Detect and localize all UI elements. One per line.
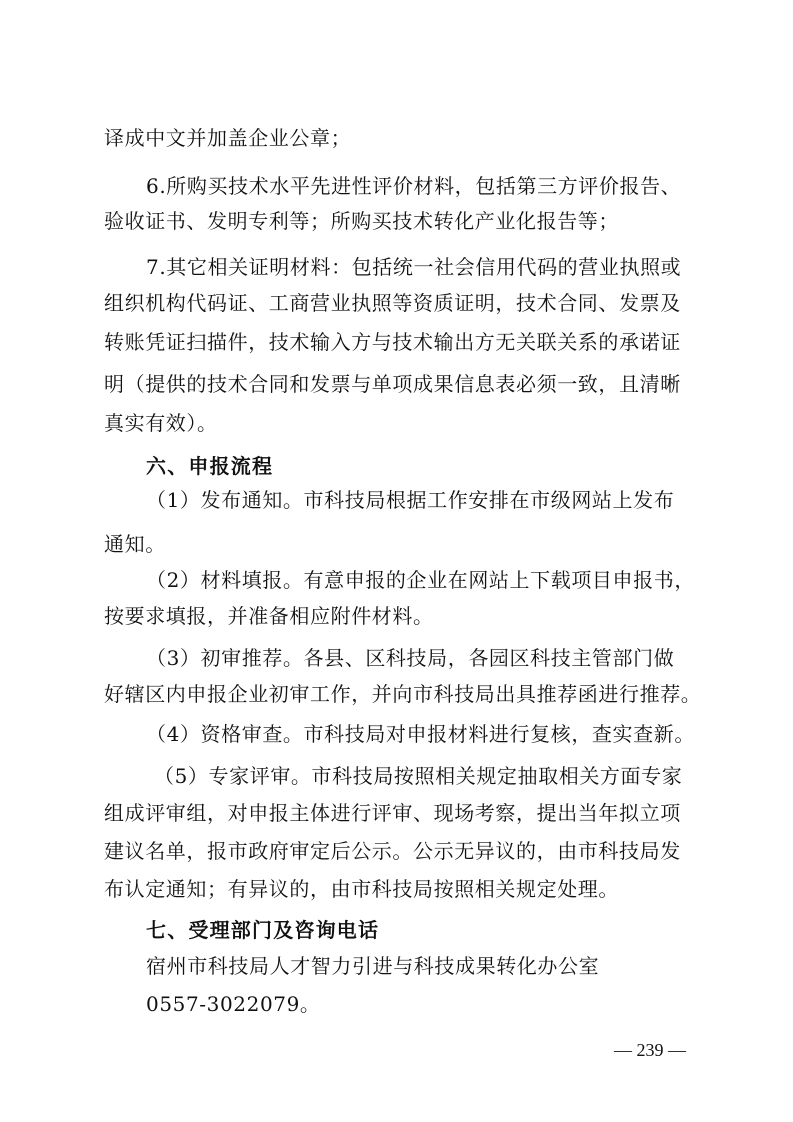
body-line: 组成评审组，对申报主体进行评审、现场考察，提出当年拟立项 — [104, 801, 681, 825]
page-number: — 239 — — [614, 1040, 686, 1060]
body-line: 0557-3022079。 — [146, 992, 321, 1016]
body-line: （5）专家评审。市科技局按照相关规定抽取相关方面专家 — [154, 764, 683, 788]
body-line: 真实有效）。 — [104, 411, 218, 435]
body-line: 通知。 — [104, 532, 166, 556]
body-line: 6.所购买技术水平先进性评价材料，包括第三方评价报告、 — [146, 174, 682, 198]
body-line: 明（提供的技术合同和发票与单项成果信息表必须一致，且清晰 — [104, 372, 681, 396]
body-line: 好辖区内申报企业初审工作，并向市科技局出具推荐函进行推荐。 — [104, 682, 702, 706]
body-line: 7.其它相关证明材料：包括统一社会信用代码的营业执照或 — [146, 255, 682, 279]
section-heading: 六、申报流程 — [146, 454, 274, 478]
section-heading: 七、受理部门及咨询电话 — [146, 918, 380, 942]
body-line: 验收证书、发明专利等；所购买技术转化产业化报告等； — [104, 209, 619, 233]
body-line: （3）初审推荐。各县、区科技局，各园区科技主管部门做 — [146, 646, 675, 670]
body-line: 建议名单，报市政府审定后公示。公示无异议的，由市科技局发 — [104, 839, 681, 863]
body-line: （2）材料填报。有意申报的企业在网站上下载项目申报书， — [146, 568, 695, 592]
body-line: 宿州市科技局人才智力引进与科技成果转化办公室 — [146, 954, 600, 978]
body-line: 组织机构代码证、工商营业执照等资质证明，技术合同、发票及 — [104, 291, 681, 315]
body-line: 转账凭证扫描件，技术输入方与技术输出方无关联关系的承诺证 — [104, 330, 681, 354]
body-line: （1）发布通知。市科技局根据工作安排在市级网站上发布 — [146, 488, 675, 512]
body-line: （4）资格审查。市科技局对申报材料进行复核，查实查新。 — [146, 722, 695, 746]
body-line: 按要求填报，并准备相应附件材料。 — [104, 604, 434, 628]
body-line: 布认定通知；有异议的，由市科技局按照相关规定处理。 — [104, 877, 619, 901]
body-line: 译成中文并加盖企业公章； — [104, 126, 352, 150]
